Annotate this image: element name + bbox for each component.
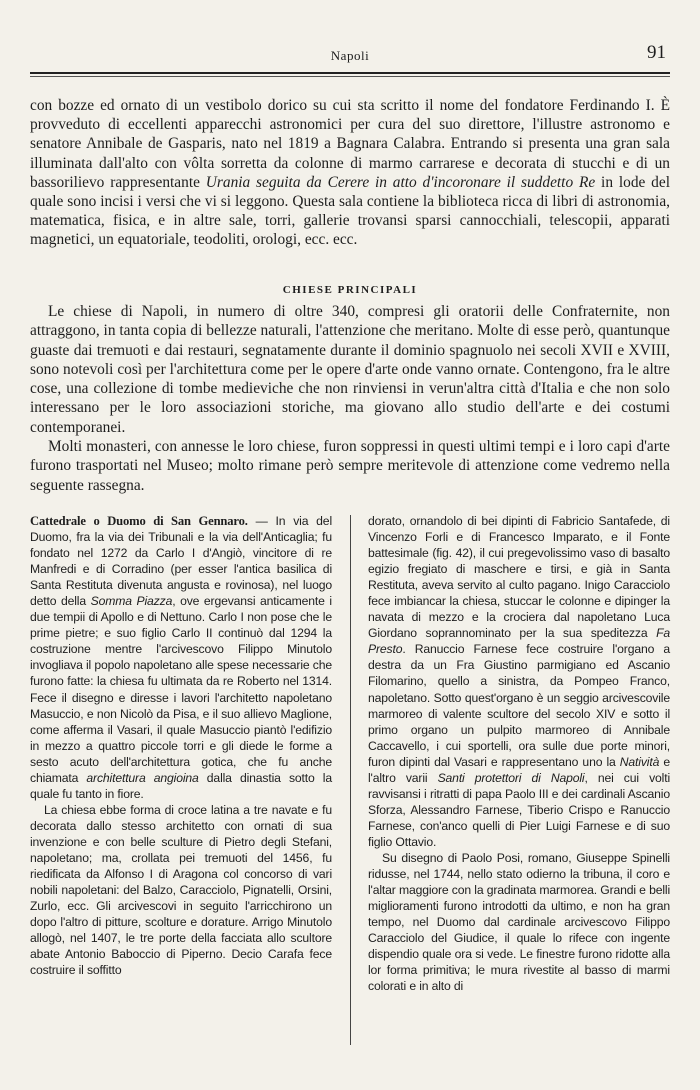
left-paragraph-2: La chiesa ebbe forma di croce latina a tre navate e fu decorata dallo stesso architetto con ornati di sua invenzione e con belle sculture di Pietro degli Stefani, napoletano; ma, crollata pei tremuoti del 1456, fu riedificata da Alfonso I di Aragona col concorso di vari nobili napoletani: del Balzo, Caracciolo, Pignatelli, Orsini, Zurlo, ecc. Gli arcivescovi in seguito l'arricchirono un dopo l'altro di pitture, scolture e dorature. Arrigo Minutolo allogò, nel 1407, le tre porte della facciata allo scultore abate Antonio Baboccio di Piperno. Decio Carafa fece costruire il soffitto xyxy=(30,802,332,978)
right-paragraph-1: dorato, ornandolo di bei dipinti di Fabricio Santafede, di Vincenzo Forli e di Francesco Imparato, e il Fonte battesimale (fig. 42), il cui pregevolissimo vaso di basalto egizio fregiato di maschere e tirsi, e già in Santa Restituta, aveva servito al culto pagano. Inigo Caracciolo fece imbiancar la chiesa, stuccar le colonne e dipinger la navata di mezzo e la crociera dal napoletano Luca Giordano soprannominato per la sua speditezza Fa Presto. Ranuccio Farnese fece costruire l'organo a destra da un Fra Giustino parmigiano ed Ascanio Filomarino, quello a sinistra, da Pompeo Franco, napoletano. Sotto quest'organo è un seggio arcivescovile marmoreo di valente scultore del secolo XIV e sotto il primo organo un pulpito marmoreo di Annibale Caccavello, i cui sportelli, ora sulle due porte minori, furon dipinti dal Vasari e rappresentano uno la Natività e l'altro varii Santi protettori di Napoli, nei cui volti ravvisansi i ritratti di papa Paolo III e dei cardinali Ascanio Sforza, Alessandro Farnese, Tiberio Crispo e Ranuccio Farnese, con'anco quelli di Pier Luigi Farnese e di suo figlio Ottavio. xyxy=(368,514,670,849)
right-paragraph-2: Su disegno di Paolo Posi, romano, Giuseppe Spinelli ridusse, nel 1744, nello stato odierno la tribuna, il coro e l'altar maggiore con la gradinata marmorea. Grandi e belli miglioramenti furono introdotti da ultimo, e non ha gran tempo, nel Duomo dal cardinale arcivescovo Filippo Caracciolo del Giudice, il quale lo rifece con ingente dispendio quale ora si vede. Le finestre furono ridotte alla lor forma primitiva; le mura rivestite al basso di marmi colorati e in alto di xyxy=(368,850,670,994)
header-rule xyxy=(30,72,670,74)
column-divider xyxy=(350,515,351,1045)
left-paragraph-1: Cattedrale o Duomo di San Gennaro. — In via del Duomo, fra la via dei Tribunali e la via dell'Anticaglia; fu fondato nel 1272 da Carlo I d'Angiò, vincitore di re Manfredi e di Corradino (per esser l'antica basilica di Santa Restituta divenuta angusta e rovinosa), nel luogo detto della Somma Piazza, ove ergevansi anticamente i due tempii di Apollo e di Nettuno. Carlo I non pose che le prime pietre; e suo figlio Carlo II continuò dal 1294 la costruzione mentre l'arcivescovo Filippo Minutolo invogliava il popolo napoletano alle spese necessarie che furono fatte: la chiesa fu ultimata da re Roberto nel 1314. Fece il disegno e diresse i lavori l'architetto napoletano Masuccio, e non Nicolò da Pisa, e il suo allievo Maglione, come afferma il Vasari, il quale Masuccio piantò l'edifizio in mezzo a quattro piccole torri e gli diede le forme a sesto acuto dell'architettura gotica, che fu anche chiamata architettura angioina dalla dinastia sotto la quale fu tanto in fiore. xyxy=(30,514,332,801)
main-text xyxy=(30,302,670,495)
two-column-body xyxy=(30,513,670,1058)
running-head: Napoli xyxy=(330,48,370,63)
main-paragraph-2: Molti monasteri, con annesse le loro chiese, furon soppressi in questi ultimi tempi e i loro capi d'arte furono trasportati nel Museo; molto rimane però sempre meritevole di attenzione come vedremo nella seguente rassegna. xyxy=(30,438,670,494)
section-heading: CHIESE PRINCIPALI xyxy=(282,284,418,296)
intro-italic: Urania seguita da Cerere in atto d'incoronare il suddetto Re xyxy=(205,173,596,191)
intro-paragraph: con bozze ed ornato di un vestibolo dorico su cui sta scritto il nome del fondatore Ferdinando I. È provveduto di eccellenti apparecchi astronomici per cura del suo direttore, l'illustre astronomo e senatore Annibale de Gasparis, nato nel 1819 a Bagnara Calabra. Entrando si presenta una gran sala illuminata dall'alto con vôlta sorretta da colonne di marmo carrarese e decorata di stucchi e di un bassorilievo rappresentante Urania seguita da Cerere in atto d'incoronare il suddetto Re in lode del quale sono incisi i versi che vi si leggono. Questa sala contiene la biblioteca ricca di libri di astronomia, matematica, fisica, e in altre sale, torri, gallerie trovansi sparsi cannocchiali, telescopii, apparati magnetici, un equatoriale, teodoliti, orologi, ecc. ecc. xyxy=(30,97,670,249)
page-header xyxy=(30,42,670,76)
right-column xyxy=(368,513,670,994)
page-number: 91 xyxy=(647,42,666,63)
left-column xyxy=(30,513,332,978)
entry-title: Cattedrale o Duomo di San Gennaro. xyxy=(30,514,248,528)
header-rule-thin xyxy=(30,76,670,77)
main-paragraph-1: Le chiese di Napoli, in numero di oltre 340, compresi gli oratorii delle Confraternite, non attraggono, in tanta copia di bellezze naturali, l'attenzione che meritano. Molte di esse però, quantunque guaste dai tremuoti e dai restauri, segnatamente durante il dominio spagnuolo nei secoli XVII e XVIII, sono notevoli così per l'architettura come per le opere d'arte onde vanno ornate. Contengono, fra le altre cose, una collezione di tombe medieviche che non rinviensi in verun'altra città d'Italia e che non solo interessano per le loro associazioni storiche, ma giovano allo studio dell'arte e dei costumi contemporanei. xyxy=(30,303,670,436)
